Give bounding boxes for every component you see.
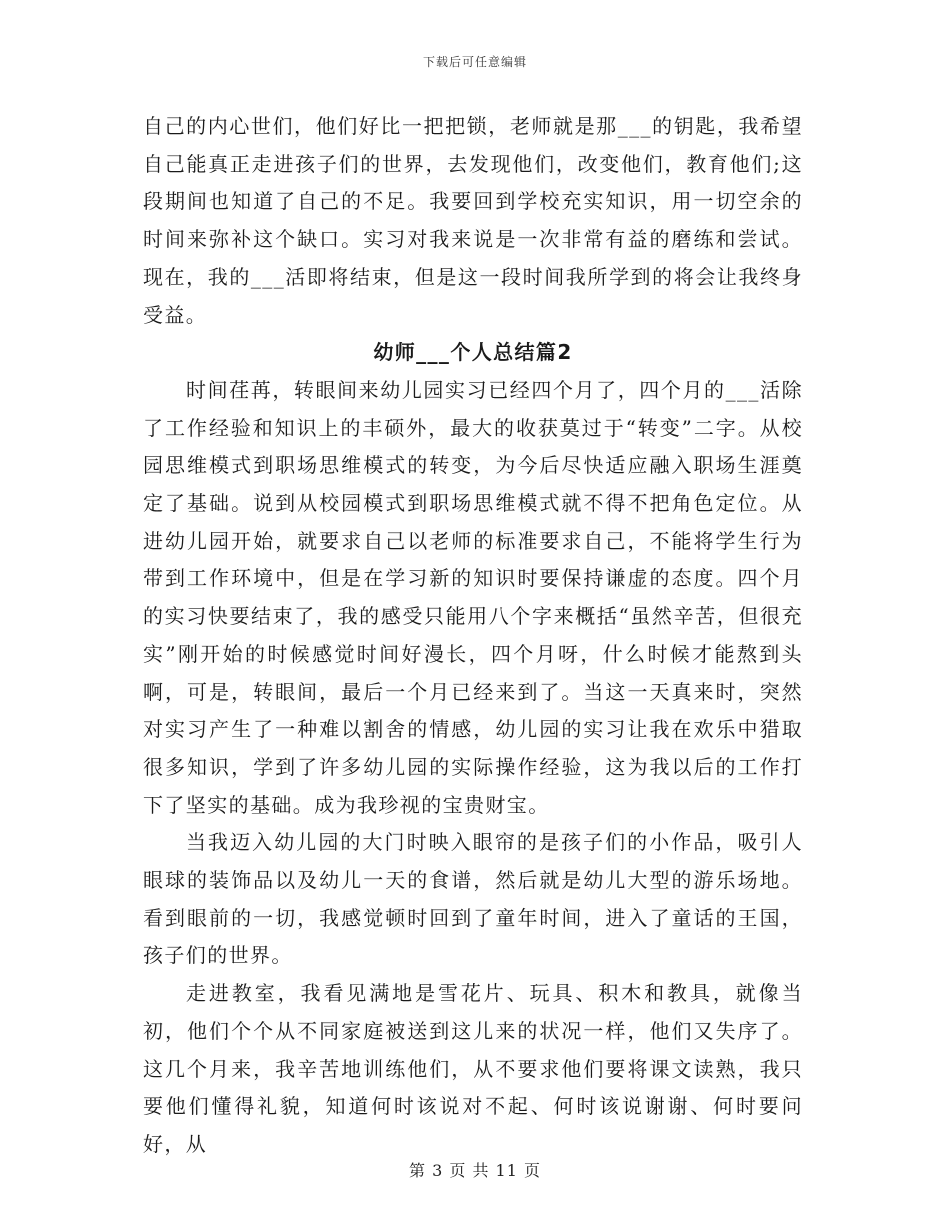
paragraph-1: 自己的内心世们，他们好比一把把锁，老师就是那___的钥匙，我希望自己能真正走进孩子们的世界，去发现他们，改变他们，教育他们;这段期间也知道了自己的不足。我要回到学校充实知识，用一切空余的时间来弥补这个缺口。实习对我来说是一次非常有益的磨练和尝试。现在，我的___活即将结束，但是这一段时间我所学到的将会让我终身受益。 [143, 114, 803, 327]
page-header: 下载后可任意编辑 [422, 55, 527, 69]
section-heading: 幼师___个人总结篇2 [373, 340, 573, 365]
page-footer: 第 3 页 共 11 页 [409, 1161, 541, 1180]
paragraph-3: 当我迈入幼儿园的大门时映入眼帘的是孩子们的小作品，吸引人眼球的装饰品以及幼儿一天的食谱，然后就是幼儿大型的游乐场地。看到眼前的一切，我感觉顿时回到了童年时间，进入了童话的王国，孩子们的世界。 [143, 830, 803, 968]
paragraph-2: 时间荏苒，转眼间来幼儿园实习已经四个月了，四个月的___活除了工作经验和知识上的丰硕外，最大的收获莫过于“转变”二字。从校园思维模式到职场思维模式的转变，为今后尽快适应融入职场生涯奠定了基础。说到从校园模式到职场思维模式就不得不把角色定位。从进幼儿园开始，就要求自己以老师的标准要求自己，不能将学生行为带到工作环境中，但是在学习新的知识时要保持谦虚的态度。四个月的实习快要结束了，我的感受只能用八个字来概括“虽然辛苦，但很充实”刚开始的时候感觉时间好漫长，四个月呀，什么时候才能熬到头啊，可是，转眼间，最后一个月已经来到了。当这一天真来时，突然对实习产生了一种难以割舍的情感，幼儿园的实习让我在欢乐中猎取很多知识，学到了许多幼儿园的实际操作经验，这为我以后的工作打下了坚实的基础。成为我珍视的宝贵财宝。 [143, 377, 803, 817]
paragraph-4: 走进教室，我看见满地是雪花片、玩具、积木和教具，就像当初，他们个个从不同家庭被送到这儿来的状况一样，他们又失序了。这几个月来，我辛苦地训练他们，从不要求他们要将课文读熟，我只要他们懂得礼貌，知道何时该说对不起、何时该说谢谢、何时要问好，从 [143, 981, 803, 1156]
document-body [143, 108, 803, 1164]
